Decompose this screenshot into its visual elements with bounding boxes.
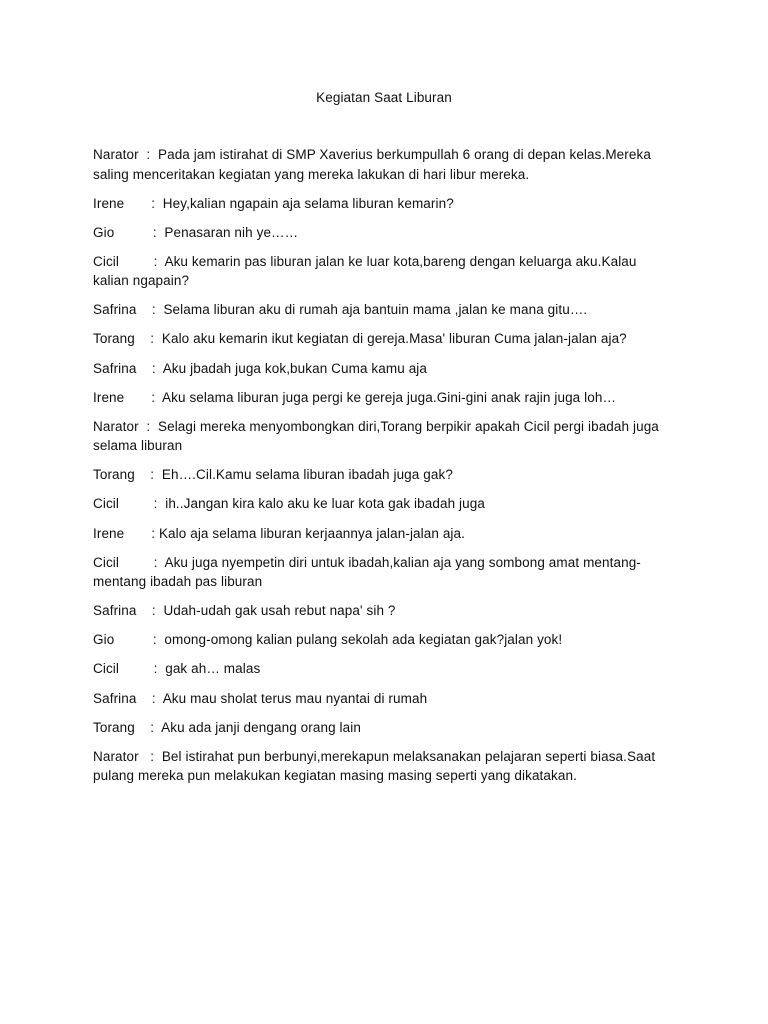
- dialogue-line: [93, 145, 673, 184]
- dialogue-line: [93, 689, 673, 709]
- speaker-name: Torang: [93, 719, 135, 735]
- speaker-separator: :: [119, 496, 166, 512]
- speaker-separator: :: [134, 467, 162, 483]
- dialogue-text: Selagi mereka menyombongkan diri,Torang berpikir apakah Cicil pergi ibadah juga selama liburan: [93, 418, 659, 454]
- speaker-separator: :: [124, 525, 159, 541]
- dialogue-line: [93, 747, 673, 786]
- speaker-name: Safrina: [93, 302, 137, 318]
- speaker-separator: :: [138, 748, 162, 764]
- speaker-name: Narator: [93, 748, 139, 764]
- dialogue-line: [93, 359, 673, 379]
- dialogue-line: [93, 630, 673, 650]
- dialogue-line: [93, 601, 673, 621]
- dialogue-text: Eh….Cil.Kamu selama liburan ibadah juga gak?: [161, 467, 453, 483]
- dialogue-text: Kalo aku kemarin ikut kegiatan di gereja.Masa' liburan Cuma jalan-jalan aja?: [161, 331, 627, 347]
- dialogue-text: Udah-udah gak usah rebut napa' sih ?: [163, 603, 396, 619]
- speaker-separator: :: [114, 632, 165, 648]
- dialogue-text: Aku kemarin pas liburan jalan ke luar kota,bareng dengan keluarga aku.Kalau kalian ngapain?: [93, 253, 637, 289]
- dialogue-line: [93, 223, 673, 243]
- speaker-separator: :: [124, 195, 163, 211]
- speaker-separator: :: [119, 253, 165, 269]
- dialogue-text: gak ah… malas: [165, 661, 261, 677]
- dialogue-line: [93, 524, 673, 544]
- speaker-name: Cicil: [93, 554, 119, 570]
- speaker-separator: :: [136, 603, 164, 619]
- speaker-separator: :: [119, 554, 165, 570]
- dialogue-text: Aku selama liburan juga pergi ke gereja juga.Gini-gini anak rajin juga loh…: [162, 389, 617, 405]
- dialogue-line: [93, 388, 673, 408]
- dialogue-line: [93, 553, 673, 592]
- speaker-separator: :: [114, 224, 165, 240]
- dialogue-text: Kalo aja selama liburan kerjaannya jalan-jalan aja.: [158, 525, 465, 541]
- dialogue-text: Aku jbadah juga kok,bukan Cuma kamu aja: [162, 360, 428, 376]
- speaker-separator: :: [124, 389, 163, 405]
- dialogue-line: [93, 465, 673, 485]
- dialogue-line: [93, 659, 673, 679]
- speaker-separator: :: [138, 147, 158, 162]
- speaker-separator: :: [119, 661, 166, 677]
- speaker-name: Safrina: [93, 603, 137, 619]
- speaker-name: Cicil: [93, 496, 119, 512]
- speaker-name: Cicil: [93, 253, 119, 269]
- speaker-name: Torang: [93, 331, 135, 347]
- speaker-name: Irene: [93, 195, 125, 211]
- speaker-separator: :: [134, 719, 162, 735]
- speaker-name: Safrina: [93, 690, 137, 706]
- speaker-name: Irene: [93, 525, 125, 541]
- speaker-name: Cicil: [93, 661, 119, 677]
- speaker-separator: :: [138, 418, 158, 434]
- dialogue-text: Aku ada janji dengang orang lain: [161, 719, 361, 735]
- speaker-name: Gio: [93, 224, 115, 240]
- dialogue-line: [93, 494, 673, 514]
- speaker-name: Gio: [93, 632, 115, 648]
- speaker-name: Narator: [93, 418, 139, 434]
- dialogue-text: Aku mau sholat terus mau nyantai di rumah: [162, 690, 428, 706]
- dialogue-text: Hey,kalian ngapain aja selama liburan kemarin?: [162, 195, 454, 211]
- dialogue-text: ih..Jangan kira kalo aku ke luar kota gak ibadah juga: [165, 496, 485, 512]
- dialogue-text: Penasaran nih ye……: [164, 224, 299, 240]
- speaker-name: Narator: [93, 147, 139, 162]
- speaker-separator: :: [136, 690, 163, 706]
- speaker-name: Irene: [93, 389, 125, 405]
- dialogue-text: Aku juga nyempetin diri untuk ibadah,kalian aja yang sombong amat mentang-mentang ibadah pas liburan: [93, 554, 641, 590]
- dialogue-line: [93, 329, 673, 349]
- dialogue-line: [93, 194, 673, 214]
- dialogue-text: Selama liburan aku di rumah aja bantuin mama ,jalan ke mana gitu….: [163, 302, 588, 318]
- dialogue-text: Bel istirahat pun berbunyi,merekapun melaksanakan pelajaran seperti biasa.Saat pulang mereka pun melakukan kegiatan masing masing seperti yang dikatakan.: [93, 748, 656, 784]
- dialogue-list: [93, 145, 673, 795]
- dialogue-text: omong-omong kalian pulang sekolah ada kegiatan gak?jalan yok!: [164, 632, 563, 648]
- document-title: Kegiatan Saat Liburan: [316, 90, 452, 105]
- dialogue-line: [93, 300, 673, 320]
- speaker-separator: :: [136, 360, 163, 376]
- speaker-name: Torang: [93, 467, 135, 483]
- dialogue-line: [93, 417, 673, 456]
- speaker-separator: :: [134, 331, 162, 347]
- speaker-separator: :: [136, 302, 164, 318]
- dialogue-text: Pada jam istirahat di SMP Xaverius berkumpullah 6 orang di depan kelas.Mereka saling menceritakan kegiatan yang mereka lakukan di hari libur mereka.: [93, 147, 651, 182]
- dialogue-line: [93, 252, 673, 291]
- dialogue-line: [93, 718, 673, 738]
- speaker-name: Safrina: [93, 360, 137, 376]
